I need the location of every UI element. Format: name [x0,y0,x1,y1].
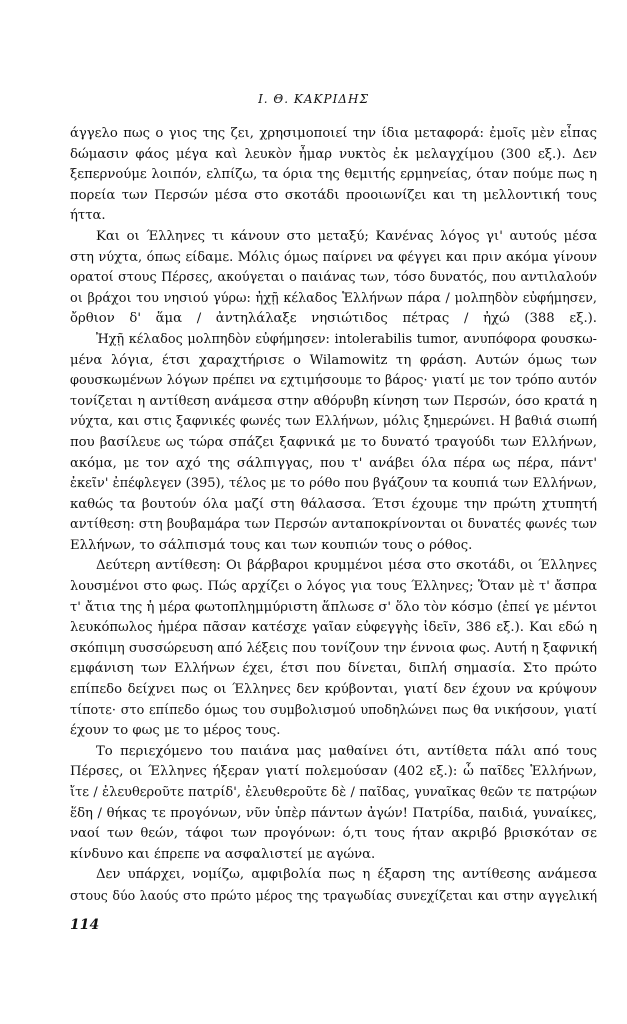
text-line: Δεν υπάρχει, νομίζω, αμφιβολία πως η έξαρση της αντίθεσης ανάμεσα [96,867,597,883]
text-line: ήττα. [70,208,106,224]
text-line: λουσμένοι στο φως. Πώς αρχίζει ο λόγος για τους Έλληνες; Ὅταν μὲ τ' ἄσπρα [70,579,597,595]
text-line: Ελλήνων, το σάλπισμά τους και των κουπιών τους ο ρόθος. [70,537,473,553]
text-line: τονίζεται η αντίθεση ανάμεσα στην αθόρυβη κίνηση των Περσών, όσο κρατά η [70,393,597,409]
text-line: Δεύτερη αντίθεση: Οι βάρβαροι κρυμμένοι μέσα στο σκοτάδι, οι Έλληνες [96,558,597,574]
text-line: ὄρθιον δ' ἅμα / ἀντηλάλαξε νησιώτιδος πέτρας / ἠχώ (388 εξ.). [70,311,597,327]
text-line: ἐκεῖν' ἐπέφλεγεν (395), τέλος με το ρόθο που βγάζουν τα κουπιά των Ελλήνων, [70,476,597,492]
text-line: Πέρσες, οι Έλληνες ήξεραν γιατί πολεμούσαν (402 εξ.): ὦ παῖδες Ἑλλήνων, [70,764,597,780]
text-line: επίπεδο δείχνει πως οι Έλληνες δεν κρύβονται, γιατί δεν έχουν να κρύψουν [70,682,597,698]
text-line: φουσκωμένων λόγων πρέπει να εχτιμήσουμε το βάρος· γιατί με τον τρόπο αυτόν [70,373,597,389]
text-line: ξεπερνούμε λοιπόν, ελπίζω, τα όρια της θεμιτής ερμηνείας, όταν πούμε πως η [70,167,597,183]
text-line: ορατοί στους Πέρσες, ακούγεται ο παιάνας των, τόσο δυνατός, που αντιλαλούν [70,270,597,286]
text-line: μένα λόγια, έτσι χαραχτήρισε ο Wilamowitz τη φράση. Αυτών όμως των [70,352,597,368]
text-line: έχουν το φως με το μέρος τους. [70,723,281,739]
text-line: τίποτε· στο επίπεδο όμως του συμβολισμού υποδηλώνει πως θα νικήσουν, γιατί [70,702,597,718]
text-line: σκόπιμη συσσώρευση από λέξεις που τονίζουν την έννοια φως. Αυτή η ξαφνική [70,640,597,656]
text-line: λευκόπωλος ἡμέρα πᾶσαν κατέσχε γαῖαν εὐφεγγὴς ἰδεῖν, 386 εξ.). Και εδώ η [70,620,597,636]
text-line: οι βράχοι του νησιού γύρω: ἠχῇ κέλαδος Ἑλλήνων πάρα / μολπηδὸν εὐφήμησεν, [70,290,597,306]
text-line: εμφάνιση των Ελλήνων έχει, έτσι που δίνεται, διπλή σημασία. Στο πρώτο [70,661,597,677]
text-line: πορεία των Περσών μέσα στο σκοτάδι προοιωνίζει και τη μελλοντική τους [70,187,597,203]
text-line: Το περιεχόμενο του παιάνα μας μαθαίνει ότι, αντίθετα πάλι από τους [96,743,597,759]
running-head: Ι. Θ. ΚΑΚΡΙΔΗΣ [258,92,369,106]
text-line: νύχτα, και στις ξαφνικές φωνές των Ελλήνων, μόλις ξημερώνει. Η βαθιά σιωπή [70,414,597,430]
text-line: ναοί των θεών, τάφοι των προγόνων: ό,τι τους ήταν ακριβό βρισκόταν σε [70,826,597,842]
text-line: Ἠχῇ κέλαδος μολπηδὸν εὐφήμησεν: intolerabilis tumor, ανυπόφορα φουσκω- [96,331,597,347]
text-line: άγγελο πως ο γιος της ζει, χρησιμοποιεί την ίδια μεταφορά: ἐμοῖς μὲν εἶπας [70,126,597,141]
text-line: Και οι Έλληνες τι κάνουν στο μεταξύ; Κανένας λόγος γι' αυτούς μέσα [96,228,597,244]
text-line: ἴτε / ἐλευθεροῦτε πατρίδ', ἐλευθεροῦτε δὲ / παῖδας, γυναῖκας θεῶν τε πατρῴων [70,785,597,800]
page-number: 114 [70,917,100,933]
text-line: τ' ἄτια της ἡ μέρα φωτοπλημμύριστη ἅπλωσε σ' ὅλο τὸν κόσμο (ἐπεί γε μέντοι [70,599,597,615]
text-line: που βασίλευε ως τώρα σπάζει ξαφνικά με το δυνατό τραγούδι των Ελλήνων, [70,434,597,450]
text-line: ακόμα, με τον αχό της σάλπιγγας, που τ' ανάβει όλα πέρα ως πέρα, πάντ' [70,455,597,471]
text-line: καθώς τα βουτούν όλα μαζί στη θάλασσα. Έτσι έχουμε την πρώτη χτυπητή [70,496,597,512]
body-text [70,124,597,907]
text-line: δώμασιν φάος μέγα καὶ λευκὸν ἦμαρ νυκτὸς ἐκ μελαγχίμου (300 εξ.). Δεν [70,146,597,162]
text-line: στους δύο λαούς στο πρώτο μέρος της τραγωδίας συνεχίζεται και στην αγγελική [70,887,597,903]
text-line: στη νύχτα, όπως είδαμε. Μόλις όμως παίρνει να φέγγει και πριν ακόμα γίνουν [70,249,597,265]
text-line: κίνδυνο και έπρεπε να ασφαλιστεί με αγώνα. [70,846,376,862]
text-line: αντίθεση: στη βουβαμάρα των Περσών ανταποκρίνονται οι δυνατές φωνές των [70,517,597,533]
text-line: ἕδη / θήκας τε προγόνων, νῦν ὑπὲρ πάντων ἀγών! Πατρίδα, παιδιά, γυναίκες, [70,805,597,821]
